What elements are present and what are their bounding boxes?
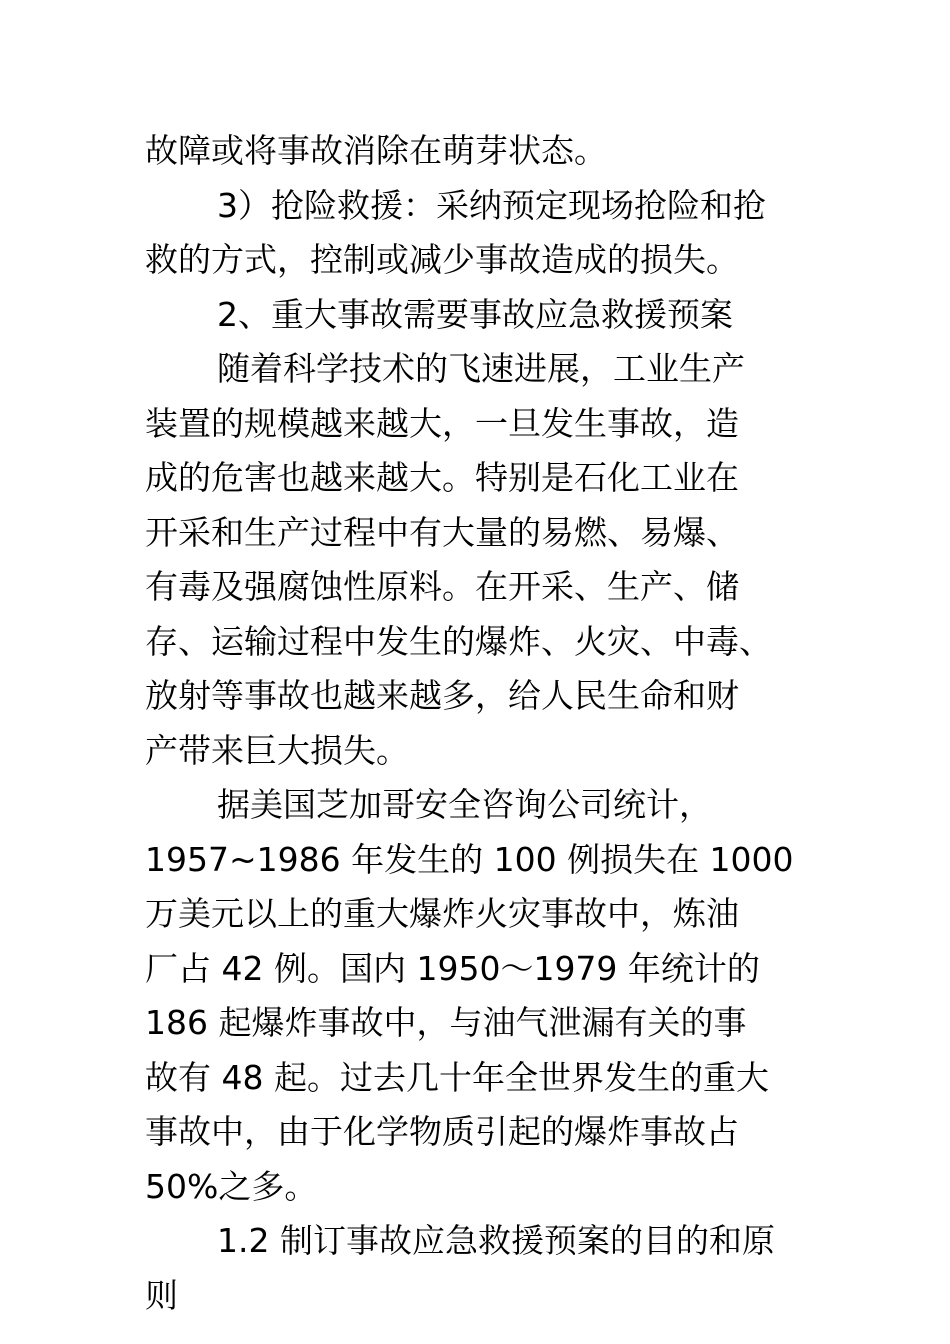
- text-line: 装置的规模越来越大，一旦发生事故，造: [145, 403, 739, 443]
- section-heading: 2、重大事故需要事故应急救援预案: [217, 294, 733, 334]
- text-line: 成的危害也越来越大。特别是石化工业在: [145, 458, 739, 497]
- text-line: 据美国芝加哥安全咨询公司统计，: [217, 785, 712, 824]
- text-line: 故障或将事故消除在萌芽状态。: [145, 131, 607, 170]
- text-line: 186 起爆炸事故中，与油气泄漏有关的事: [145, 1003, 747, 1042]
- text-line: 事故中，由于化学物质引起的爆炸事故占: [145, 1112, 739, 1151]
- text-line: 产带来巨大损失。: [145, 730, 409, 770]
- body-text: [145, 124, 805, 1323]
- text-line: 随着科学技术的飞速进展，工业生产: [217, 349, 745, 388]
- text-line: 50%之多。: [145, 1166, 318, 1206]
- text-line: 3）抢险救援：采纳预定现场抢险和抢: [217, 185, 766, 225]
- text-line: 1957~1986 年发生的 100 例损失在 1000: [145, 839, 794, 879]
- text-line: 故有 48 起。过去几十年全世界发生的重大: [145, 1057, 769, 1097]
- text-line: 有毒及强腐蚀性原料。在开采、生产、储: [145, 567, 739, 606]
- text-line: 放射等事故也越来越多，给人民生命和财: [145, 676, 739, 715]
- text-line: 存、运输过程中发生的爆炸、火灾、中毒、: [145, 621, 772, 661]
- text-line: 则: [145, 1275, 178, 1315]
- text-line: 救的方式，控制或减少事故造成的损失。: [145, 240, 739, 279]
- section-heading: 1.2 制订事故应急救援预案的目的和原: [217, 1221, 775, 1260]
- text-line: 厂占 42 例。国内 1950～1979 年统计的: [145, 948, 760, 988]
- text-line: 万美元以上的重大爆炸火灾事故中，炼油: [145, 894, 739, 933]
- text-line: 开采和生产过程中有大量的易燃、易爆、: [145, 512, 739, 552]
